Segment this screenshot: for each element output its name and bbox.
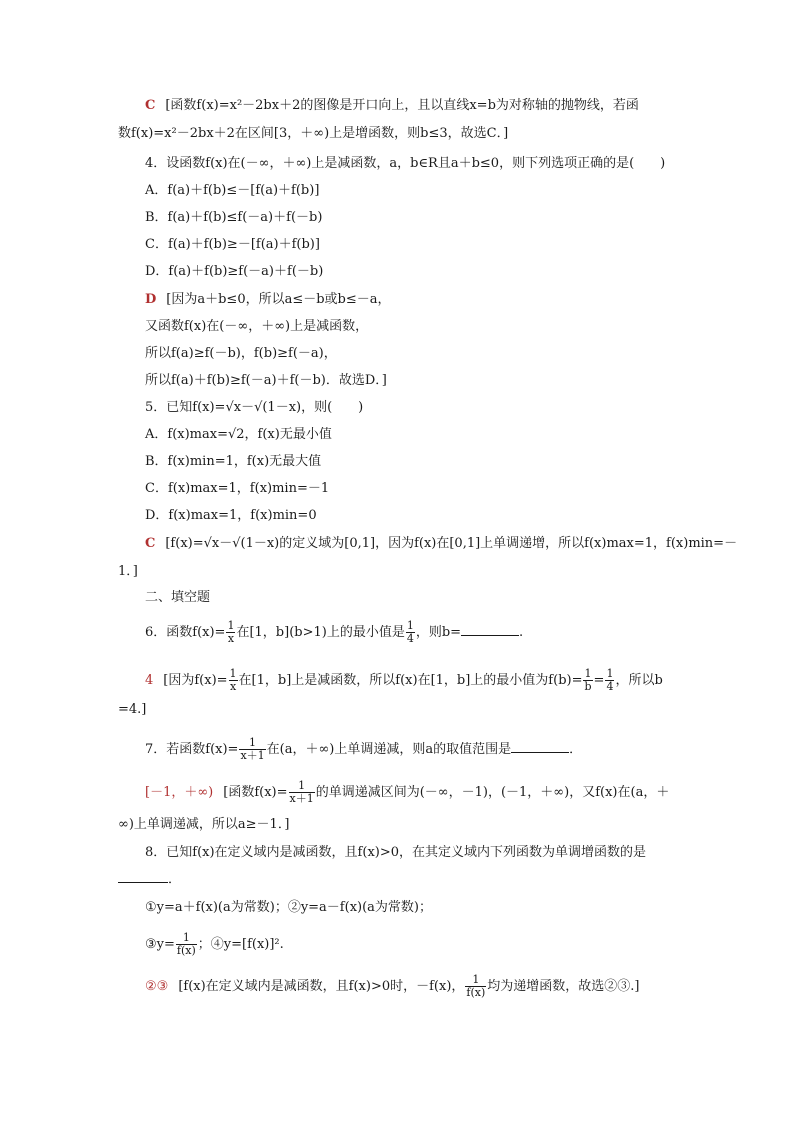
text-line: 数f(x)=x²－2bx＋2在区间[3，＋∞)上是增函数，则b≤3，故选C．] <box>118 126 509 141</box>
answer-7: [－1，＋∞) [函数f(x)= $\frac{1}{x+1}$ 的单调递减区间为(－∞，－1)，(－1，＋∞)，又f(x)在(a，＋ <box>145 779 670 805</box>
answer-8: ②③ [f(x)在定义域内是减函数，且f(x)>0时，－f(x)， $\frac{1}{f(x)}$ 均为递增函数，故选②③.] <box>145 973 640 999</box>
text-line: C．f(x)max=1，f(x)min=－1 <box>145 481 330 496</box>
text-line: 二、填空题 <box>145 590 211 605</box>
answer-blank <box>511 740 569 753</box>
answer-6-cont: =4.] <box>118 702 147 717</box>
fraction: $\frac{1}{4}$ <box>406 619 414 645</box>
answer-letter: D <box>145 292 157 307</box>
question-8: 8．已知f(x)在定义域内是减函数，且f(x)>0，在其定义域内下列函数为单调增函数的是 <box>145 845 647 860</box>
text-line: 4．设函数f(x)在(－∞，＋∞)上是减函数，a，b∈R且a＋b≤0，则下列选项正确的是( ) <box>145 156 666 171</box>
text-line: D [因为a＋b≤0，所以a≤－b或b≤－a， <box>145 292 391 307</box>
question-6: 6．函数f(x)= $\frac{1}{x}$ 在[1，b](b>1)上的最小值是 $\frac{1}{4}$ ，则b= . <box>145 619 524 645</box>
text-line: 1．] <box>118 564 138 579</box>
fraction: $\frac{1}{x}$ <box>227 619 235 645</box>
text-line: D．f(a)＋f(b)≥f(－a)＋f(－b) <box>145 264 324 279</box>
question-7: 7．若函数f(x)= $\frac{1}{x+1}$ 在(a，＋∞)上单调递减，则a的取值范围是 ． <box>145 736 583 762</box>
text-line: C [函数f(x)=x²－2bx＋2的图像是开口向上，且以直线x=b为对称轴的抛物线，若函 <box>145 98 639 113</box>
answer-6: 4 [因为f(x)= $\frac{1}{x}$ 在[1，b]上是减函数，所以f(x)在[1，b]上的最小值为f(b)= $\frac{1}{b}$ = $\frac{1}{4}$ ，所以b <box>145 667 663 693</box>
text-line: 5．已知f(x)=√x－√(1－x)，则( ) <box>145 400 364 415</box>
text-line: C．f(a)＋f(b)≥－[f(a)＋f(b)] <box>145 237 320 252</box>
question-8-options: ①y=a＋f(x)(a为常数)；②y=a－f(x)(a为常数)； <box>145 900 432 915</box>
text-line: C [f(x)=√x－√(1－x)的定义域为[0,1]，因为f(x)在[0,1]上单调递增，所以f(x)max=1，f(x)min=－ <box>145 536 738 551</box>
text-line: A．f(x)max=√2，f(x)无最小值 <box>145 427 332 442</box>
text-line: 又函数f(x)在(－∞，＋∞)上是减函数， <box>145 319 369 334</box>
text-line: 所以f(a)＋f(b)≥f(－a)＋f(－b)．故选D．] <box>145 373 387 388</box>
text-line: D．f(x)max=1，f(x)min=0 <box>145 508 317 523</box>
question-8-blank: ． <box>118 870 181 890</box>
text-line: B．f(a)＋f(b)≤f(－a)＋f(－b) <box>145 210 323 225</box>
text-line: B．f(x)min=1，f(x)无最大值 <box>145 454 322 469</box>
answer-7-cont: ∞)上单调递减，所以a≥－1．] <box>118 817 290 832</box>
text-line: A．f(a)＋f(b)≤－[f(a)＋f(b)] <box>145 183 320 198</box>
answer-letter: C <box>145 98 156 113</box>
question-8-options-2: ③y= $\frac{1}{f(x)}$ ；④y=[f(x)]². <box>145 931 284 957</box>
text-line: 所以f(a)≥f(－b)，f(b)≥f(－a)， <box>145 346 337 361</box>
answer-letter: C <box>145 536 156 551</box>
answer-blank <box>461 623 519 636</box>
